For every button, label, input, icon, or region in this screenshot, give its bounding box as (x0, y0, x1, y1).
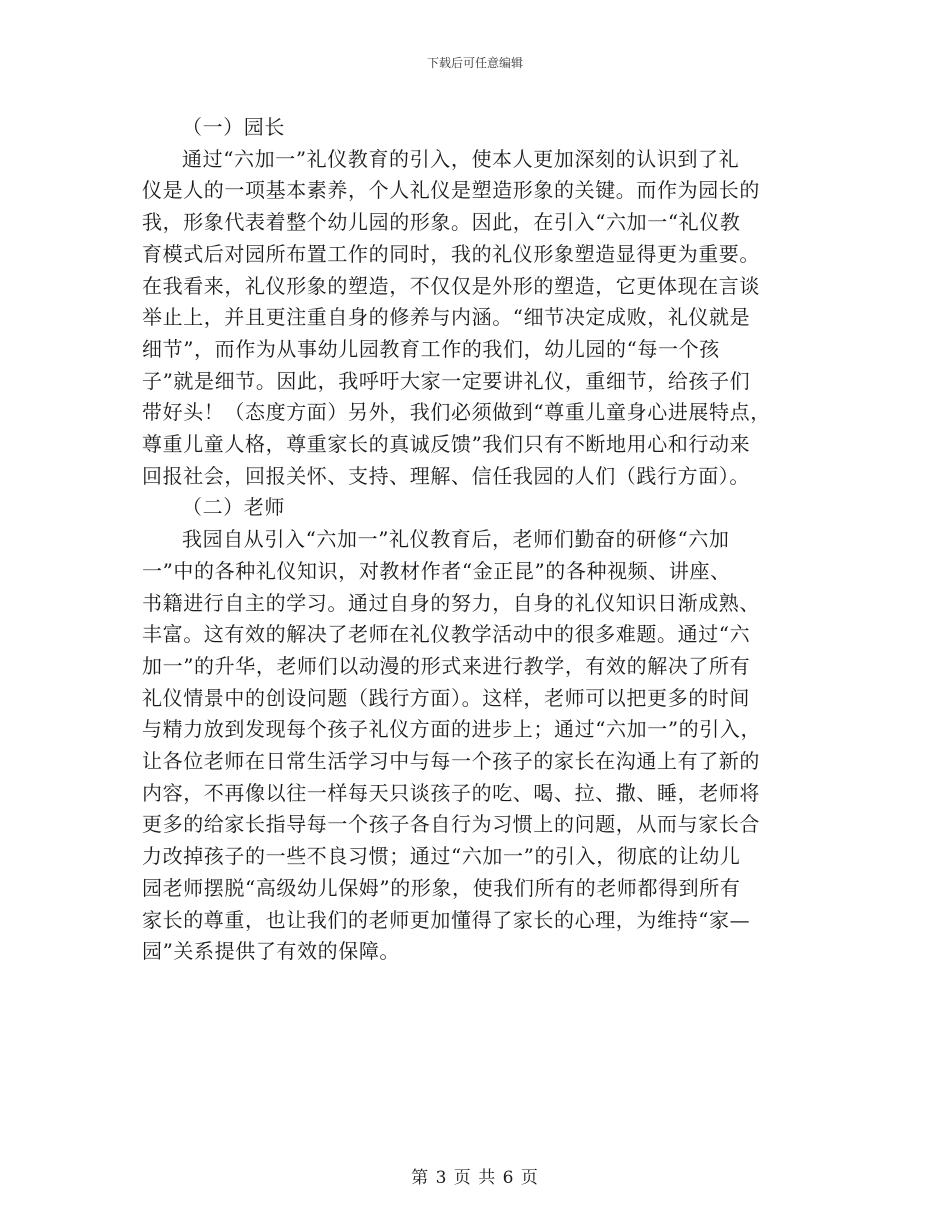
paragraph-line: 与精力放到发现每个孩子礼仪方面的进步上；通过“六加一”的引入， (142, 717, 762, 742)
paragraph-line: 加一”的升华，老师们以动漫的形式来进行教学，有效的解决了所有 (142, 653, 751, 678)
page-number-footer: 第 3 页 共 6 页 (411, 1168, 539, 1188)
paragraph-line: 书籍进行自主的学习。通过自身的努力，自身的礼仪知识日渐成熟、 (142, 590, 760, 615)
paragraph-line: 礼仪情景中的创设问题（践行方面）。这样，老师可以把更多的时间 (142, 685, 750, 710)
document-body (142, 112, 810, 968)
paragraph-line: 丰富。这有效的解决了老师在礼仪教学活动中的很多难题。通过“六 (142, 622, 751, 647)
paragraph-line: 内容，不再像以往一样每天只谈孩子的吃、喝、拉、撒、睡，老师将 (142, 780, 760, 805)
paragraph-line: 仪是人的一项基本素养，个人礼仪是塑造形象的关键。而作为园长的 (142, 178, 760, 203)
paragraph-line: 园老师摆脱“高级幼儿保姆”的形象，使我们所有的老师都得到所有 (142, 875, 741, 900)
page-header-note: 下载后可任意编辑 (426, 56, 523, 70)
paragraph-line: 通过“六加一”礼仪教育的引入，使本人更加深刻的认识到了礼 (182, 146, 740, 171)
paragraph-line: 园”关系提供了有效的保障。 (142, 939, 401, 964)
paragraph-line: 育模式后对园所布置工作的同时，我的礼仪形象塑造显得更为重要。 (142, 241, 760, 266)
paragraph-line: 我，形象代表着整个幼儿园的形象。因此，在引入“六加一“礼仪教 (142, 210, 741, 235)
paragraph-line: 一”中的各种礼仪知识，对教材作者“金正昆”的各种视频、讲座、 (142, 558, 731, 583)
paragraph-line: 带好头！（态度方面）另外，我们必须做到“尊重儿童身心进展特点， (142, 400, 771, 425)
paragraph-line: 让各位老师在日常生活学习中与每一个孩子的家长在沟通上有了新的 (142, 749, 760, 774)
paragraph-line: 举止上，并且更注重自身的修养与内涵。“细节决定成败，礼仪就是 (142, 305, 751, 330)
paragraph-line: 回报社会，回报关怀、支持、理解、信任我园的人们（践行方面）。 (142, 463, 750, 488)
paragraph-line: 在我看来，礼仪形象的塑造，不仅仅是外形的塑造，它更体现在言谈 (142, 273, 760, 298)
paragraph-line: 尊重儿童人格，尊重家长的真诚反馈”我们只有不断地用心和行动来 (142, 432, 751, 457)
paragraph-line: 更多的给家长指导每一个孩子各自行为习惯上的问题，从而与家长合 (142, 812, 760, 837)
paragraph-line: 力改掉孩子的一些不良习惯；通过“六加一”的引入，彻底的让幼儿 (142, 844, 741, 869)
paragraph-line: 我园自从引入“六加一”礼仪教育后，老师们勤奋的研修“六加 (182, 527, 730, 552)
paragraph-line: 子”就是细节。因此，我呼吁大家一定要讲礼仪，重细节，给孩子们 (142, 368, 751, 393)
section-heading-principal: （一）园长 (182, 115, 285, 139)
paragraph-line: 细节”，而作为从事幼儿园教育工作的我们，幼儿园的“每一个孩 (142, 336, 720, 361)
paragraph-line: 家长的尊重，也让我们的老师更加懂得了家长的心理，为维持“家— (142, 907, 751, 932)
section-heading-teacher: （二）老师 (182, 495, 285, 520)
